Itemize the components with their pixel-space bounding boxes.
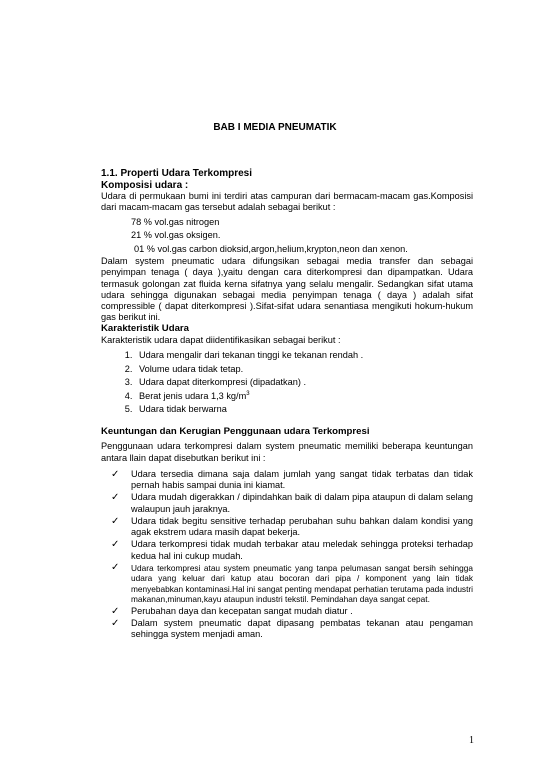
list-item [135,349,473,363]
list-item [111,618,473,641]
karakteristik-intro: Karakteristik udara dapat diidentifikasikan sebagai berikut : [101,334,341,345]
list-item [111,539,473,562]
list-item [135,403,473,417]
check-icon: ✓ [111,468,120,480]
komposisi-paragraph: Udara di permukaan bumi ini terdiri atas campuran dari bermacam-macam gas.Komposisi dari macam-macam gas tersebut adalah sebagai berikut : [101,191,473,213]
list-item-text: Perubahan daya dan kecepatan sangat mudah diatur . [131,605,353,616]
list-item-text: Udara terkompresi tidak mudah terbakar atau meledak sehingga proteksi terhadap kedua hal ini cukup mudah. [131,539,473,561]
list-item-text: Udara tidak berwarna [139,404,227,415]
list-item [135,390,473,404]
gas-list [101,216,473,257]
list-item [111,492,473,515]
gas-item: 78 % vol.gas nitrogen [131,216,220,227]
karakteristik-heading: Karakteristik Udara [101,323,189,335]
list-item-text: Udara mengalir dari tekanan tinggi ke tekanan rendah . [139,349,364,360]
keuntungan-heading: Keuntungan dan Kerugian Penggunaan udara Terkompresi [101,425,370,437]
keuntungan-list [101,469,473,641]
system-paragraph: Dalam system pneumatic udara difungsikan sebagai media transfer dan sebagai penyimpan tenaga ( daya ),yaitu dengan cara diterkompresi dan dipampatkan. Udara termasuk golongan zat fluida kerna sifatnya yang selalu mengalir. Sedangkan sifat utama udara sehingga digunakan sebagai media penyimpan tenaga ( daya ) adalah sifat compressible ( dapat diterkompresi ).Sifat-sifat udara senantiasa mengikuti hokum-hukum gas berikut ini. [101,256,473,323]
list-item-text: Volume udara tidak tetap. [139,363,244,374]
list-item [135,363,473,377]
list-item [111,562,473,605]
check-icon: ✓ [111,562,120,574]
keuntungan-intro: Penggunaan udara terkompresi dalam system pneumatic memiliki beberapa keuntungan antara llain dapat disebutkan berikut ini : [101,441,473,463]
superscript: 3 [246,390,250,397]
list-item-text: Udara terkompresi atau system pneumatic yang tanpa pelumasan sangat bersih sehingga udara yang keluar dari katup atau bocoran dari pipa / komponent yang lain tidak menyebabkan kontaminasi.Hal ini sangat penting mendapat perhatian terutama pada industri makanan,minuman,kayu ataupun industri tekstil. Pemindahan daya sangat cepat. [131,563,473,605]
chapter-title: BAB I MEDIA PNEUMATIK [213,122,337,133]
check-icon: ✓ [111,492,120,504]
list-item-text: Udara dapat diterkompresi (dipadatkan) . [139,377,306,388]
komposisi-heading: Komposisi udara : [101,179,189,191]
list-item [111,515,473,539]
gas-item: 21 % vol.gas oksigen. [131,230,221,241]
check-icon: ✓ [111,515,120,527]
content-body [101,168,473,642]
check-icon: ✓ [111,539,120,551]
list-item-text: Berat jenis udara 1,3 kg/m [139,390,247,401]
check-icon: ✓ [111,605,120,617]
list-item-text: Udara tersedia dimana saja dalam jumlah yang sangat tidak terbatas dan tidak pernah habis sampai dunia ini kiamat. [131,468,473,490]
karakteristik-list [101,349,473,417]
list-item [111,468,473,492]
check-icon: ✓ [111,618,120,629]
list-item-text: Udara tidak begitu sensitive terhadap perubahan suhu bahkan dalam kondisi yang agak ekstrem udara masih dapat bekerja. [131,515,473,538]
page-number: 1 [469,735,474,746]
list-item-text: Dalam system pneumatic dapat dipasang pembatas tekanan atau pengaman sehingga system menjadi aman. [131,618,473,640]
list-item-text: Udara mudah digerakkan / dipindahkan baik di dalam pipa ataupun di dalam selang walaupun jauh jaraknya. [131,492,473,514]
list-item [111,605,473,617]
gas-item: 01 % vol.gas carbon dioksid,argon,helium,krypton,neon dan xenon. [134,243,408,254]
list-item [135,376,473,390]
section-heading: 1.1. Properti Udara Terkompresi [101,168,252,179]
